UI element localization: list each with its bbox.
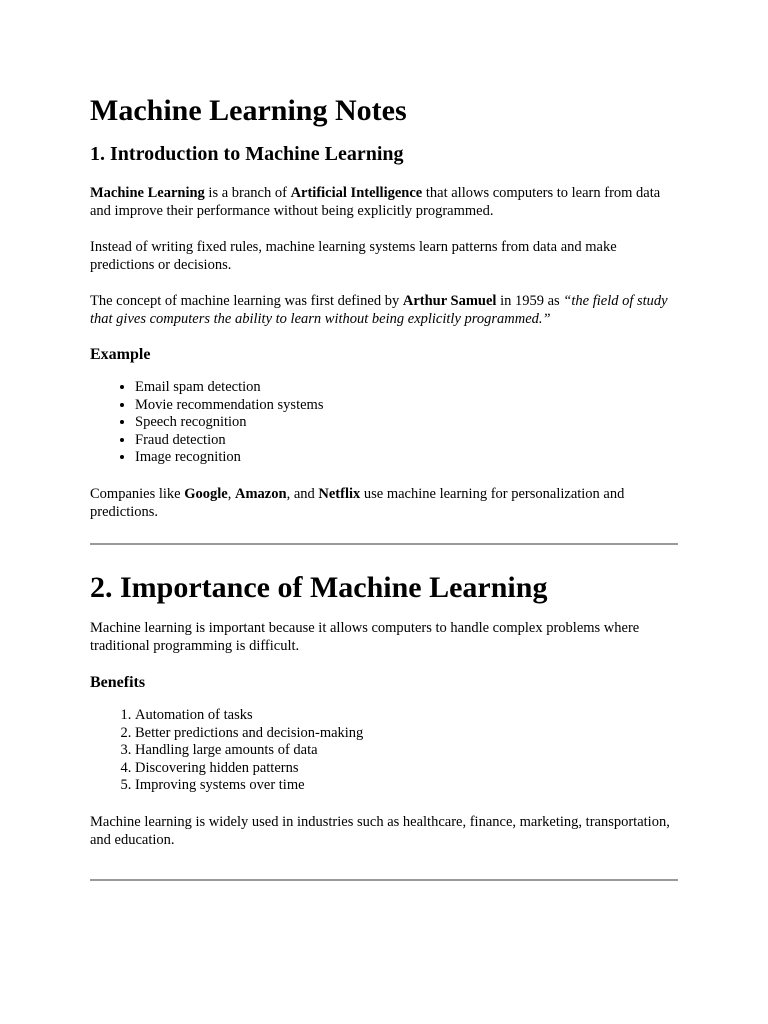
section-2-paragraph-2: Machine learning is widely used in industries such as healthcare, finance, marketing, transportation, and education. bbox=[90, 813, 670, 848]
examples-list bbox=[90, 379, 680, 467]
list-item: 5. Improving systems over time bbox=[135, 777, 680, 795]
example-heading: Example bbox=[90, 346, 151, 363]
name-arthur-samuel: Arthur Samuel bbox=[402, 293, 497, 309]
para-text: The concept of machine learning was first defined by bbox=[90, 293, 403, 309]
para-text: , and bbox=[286, 485, 319, 502]
list-item: • Speech recognition bbox=[135, 414, 680, 432]
list-item: 3. Handling large amounts of data bbox=[135, 742, 680, 760]
list-item: • Email spam detection bbox=[135, 379, 680, 397]
benefits-list bbox=[90, 707, 680, 795]
list-item: • Fraud detection bbox=[135, 432, 680, 450]
term-artificial-intelligence: Artificial Intelligence bbox=[290, 185, 423, 201]
para-text: that allows computers to learn from data and improve their performance without being explicitly programmed. bbox=[90, 185, 661, 219]
section-1-paragraph-2: Instead of writing fixed rules, machine learning systems learn patterns from data and make predictions or decisions. bbox=[90, 239, 617, 273]
para-text: , bbox=[227, 485, 235, 502]
section-1-paragraph-1 bbox=[90, 184, 680, 220]
list-item: 2. Better predictions and decision-making bbox=[135, 725, 680, 743]
document-title: Machine Learning Notes bbox=[90, 94, 407, 127]
company-netflix: Netflix bbox=[318, 485, 361, 502]
section-1-paragraph-4 bbox=[90, 485, 680, 521]
document-content bbox=[90, 92, 680, 881]
definition-quote: “the field of study that gives computers the ability to learn without being explicitly programmed.” bbox=[90, 293, 668, 327]
section-2-heading: 2. Importance of Machine Learning bbox=[90, 570, 548, 604]
term-machine-learning: Machine Learning bbox=[90, 185, 205, 201]
para-text: in 1959 as bbox=[496, 293, 564, 309]
section-2-paragraph-1: Machine learning is important because it allows computers to handle complex problems where traditional programming is difficult. bbox=[90, 619, 640, 654]
company-amazon: Amazon bbox=[235, 485, 287, 502]
para-text: is a branch of bbox=[204, 185, 291, 201]
para-text: Companies like bbox=[90, 485, 185, 502]
horizontal-rule bbox=[90, 879, 678, 881]
list-item: • Movie recommendation systems bbox=[135, 397, 680, 415]
list-item: 1. Automation of tasks bbox=[135, 707, 680, 725]
benefits-heading: Benefits bbox=[90, 673, 146, 691]
list-item: 4. Discovering hidden patterns bbox=[135, 760, 680, 778]
company-google: Google bbox=[184, 485, 228, 502]
list-item: • Image recognition bbox=[135, 449, 680, 467]
section-1-heading: 1. Introduction to Machine Learning bbox=[90, 143, 404, 165]
section-1-paragraph-3 bbox=[90, 292, 680, 328]
para-text: use machine learning for personalization and predictions. bbox=[90, 485, 625, 520]
